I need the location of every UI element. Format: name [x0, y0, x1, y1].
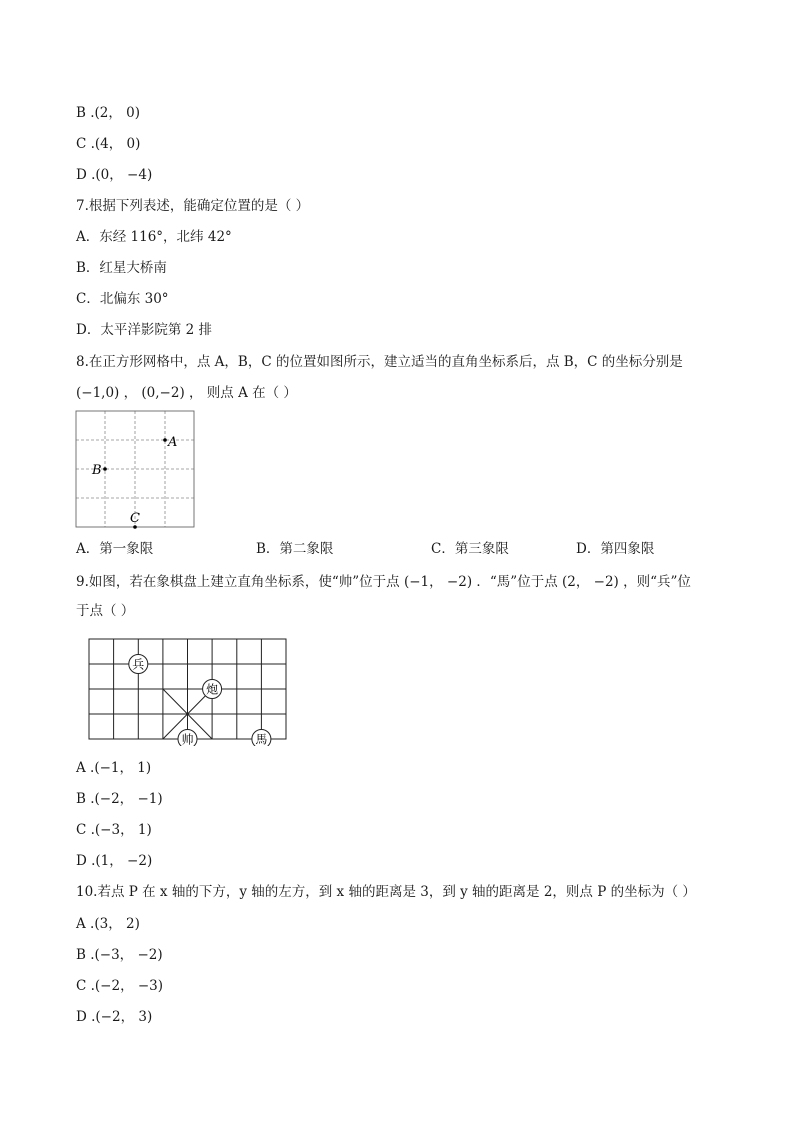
q7-option-b: B．红星大桥南 — [76, 260, 167, 276]
q9-option-b: B .(−2， −1) — [76, 791, 163, 807]
piece-bing — [129, 655, 148, 674]
piece-shuai-label: 帅 — [181, 732, 194, 746]
q10-option-a: A .(3， 2) — [76, 916, 140, 932]
q9-stem-line2: 于点（ ） — [76, 603, 135, 619]
q9-stem-line1: 9.如图，若在象棋盘上建立直角坐标系，使“帅”位于点 (−1， −2) ．“馬”位于点 (2， −2) ，则“兵”位 — [76, 574, 691, 590]
point-b-label: B — [92, 463, 102, 478]
q10-option-d: D .(−2， 3) — [76, 1009, 153, 1025]
q8-option-a: A．第一象限 — [76, 541, 154, 557]
q10-option-b: B .(−3， −2) — [76, 947, 163, 963]
q10-stem: 10.若点 P 在 x 轴的下方，y 轴的左方，到 x 轴的距离是 3，到 y 轴的距离是 2，则点 P 的坐标为（ ） — [76, 884, 696, 900]
point-c-label: C — [130, 511, 140, 526]
point-a-dot — [163, 438, 167, 442]
q8-stem-line1: 8.在正方形网格中，点 A，B，C 的位置如图所示，建立适当的直角坐标系后，点 B，C 的坐标分别是 — [76, 354, 683, 370]
q7-option-d: D．太平洋影院第 2 排 — [76, 322, 212, 338]
q8-stem-line2: (−1,0) ， (0,−2) ， 则点 A 在（ ） — [76, 385, 297, 401]
q6-option-c: C .(4， 0) — [76, 136, 141, 152]
q7-option-a: A．东经 116°，北纬 42° — [76, 229, 232, 245]
point-b-dot — [103, 467, 107, 471]
piece-pao-label: 炮 — [206, 682, 219, 697]
q9-option-d: D .(1， −2) — [76, 853, 153, 869]
q7-stem: 7.根据下列表述，能确定位置的是（ ） — [76, 198, 310, 214]
piece-ma — [252, 730, 271, 747]
q9-option-a: A .(−1， 1) — [76, 760, 152, 776]
point-a-label: A — [168, 435, 178, 450]
q8-option-d: D．第四象限 — [576, 541, 655, 557]
piece-ma-label: 馬 — [255, 732, 268, 746]
q10-option-c: C .(−2， −3) — [76, 978, 164, 994]
piece-bing-label: 兵 — [132, 657, 145, 672]
q8-options — [76, 540, 726, 558]
q9-chessboard-figure — [86, 636, 292, 746]
piece-shuai — [178, 730, 197, 747]
q7-option-c: C．北偏东 30° — [76, 291, 169, 307]
piece-pao — [203, 680, 222, 699]
q6-option-b: B .(2， 0) — [76, 105, 141, 121]
q8-option-c: C．第三象限 — [431, 541, 509, 557]
q9-option-c: C .(−3， 1) — [76, 822, 152, 838]
q8-option-b: B．第二象限 — [256, 541, 334, 557]
q6-option-d: D .(0， −4) — [76, 167, 153, 183]
q8-grid-figure — [74, 408, 198, 532]
